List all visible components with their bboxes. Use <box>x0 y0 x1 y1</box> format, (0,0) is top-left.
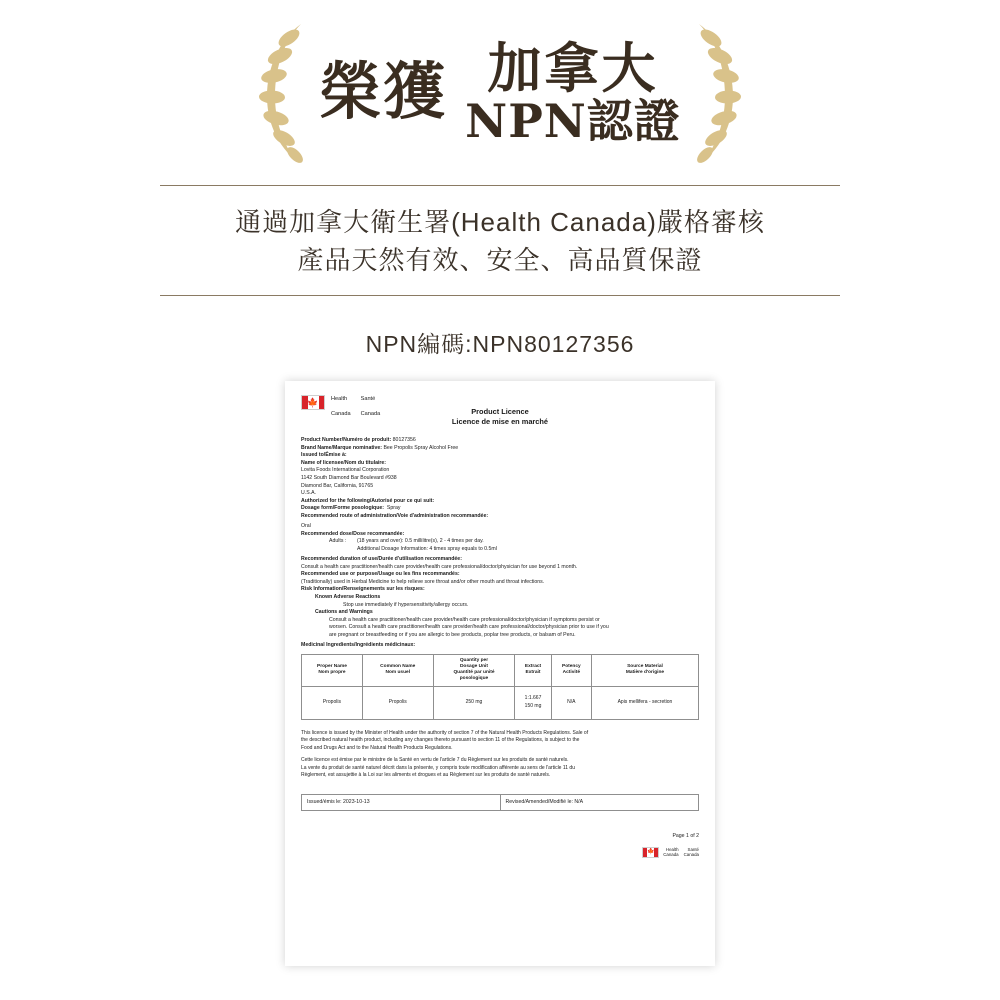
legal-en-line-3: Food and Drugs Act and to the Natural Health Products Regulations. <box>301 744 453 751</box>
th-source-fr: Matière d'origine <box>625 670 665 676</box>
duration-label: Recommended duration of use/Durée d'utilisation recommandée: <box>301 556 462 563</box>
th-source <box>591 654 698 686</box>
cell-extract-ratio: 1:1.667 <box>524 695 542 702</box>
brand-name-row <box>301 445 699 453</box>
award-banner <box>0 0 1000 185</box>
cautions-line-2: worsen. Consult a health care practitioner/health care provider/health care professional/doctor/physician prior to use if you <box>329 624 609 631</box>
agency-fr-line2: Canada <box>360 410 381 417</box>
cautions-line-3: are pregnant or breastfeeding or if you are allergic to bee products, poplar tree products, or balsam of Peru. <box>329 631 576 638</box>
cell-proper-name: Propolis <box>302 686 363 719</box>
agency-fr-line1: Santé <box>360 396 376 403</box>
banner-award-text: 榮獲 <box>319 55 448 129</box>
th-quantity-l4: posologique <box>459 676 489 682</box>
th-extract <box>515 654 551 686</box>
dose-label: Recommended dose/Dose recommandée: <box>301 530 405 537</box>
licence-title-fr: Licence de mise en marché <box>451 417 549 427</box>
licensee-line-2: 1142 South Diamond Bar Boulevard #938 <box>301 475 397 481</box>
cell-quantity: 250 mg <box>433 686 515 719</box>
legal-en <box>301 730 699 753</box>
footer-agency-fr-l2: Canada <box>683 852 699 858</box>
brand-name-value: Bee Propolis Spray Alcohol Free <box>383 444 459 451</box>
footer-agency-en-l2: Canada <box>663 852 679 858</box>
banner-text-group <box>309 35 691 148</box>
th-quantity-l1: Quantity per <box>459 657 489 663</box>
adverse-label: Known Adverse Reactions <box>315 593 381 600</box>
dosage-form-row <box>301 505 699 513</box>
legal-en-line-1: This licence is issued by the Minister of Health under the authority of section 7 of the Natural Health Products Regulations. Sale of <box>301 729 589 736</box>
use-value: (Traditionally) used in Herbal Medicine to help relieve sore throat and/or other mouth and throat infections. <box>301 578 545 585</box>
brand-name-label: Brand Name/Marque nominative: <box>301 444 382 451</box>
dosage-form-value: Spray <box>386 505 401 512</box>
issued-to-label: Issued to/Émise à: <box>301 452 347 459</box>
ingredients-label: Medicinal Ingredients/Ingrédients médicinaux: <box>301 642 416 649</box>
risk-label: Risk Information/Renseignements sur les risques: <box>301 586 425 593</box>
issued-revised-row <box>301 794 699 812</box>
legal-fr-line-3: Règlement, est assujettie à la Loi sur les aliments et drogues et au Règlement sur les produits de santé naturels. <box>301 772 551 779</box>
banner-npn-text: NPN認證 <box>465 93 681 148</box>
cautions-line-1: Consult a health care practitioner/health care provider/health care professional/doctor/physician if symptoms persist or <box>329 616 600 623</box>
dose-value-line-2: Additional Dosage Information: 4 times spray equals to 0.5ml <box>357 545 497 552</box>
subtitle-line-1: 通過加拿大衛生署(Health Canada)嚴格審核 <box>235 207 765 237</box>
th-common-name <box>362 654 433 686</box>
authorized-label: Authorized for the following/Autorisé pour ce qui suit: <box>301 497 435 504</box>
agency-en-line2: Canada <box>331 410 351 417</box>
footer-wordmark <box>301 847 699 858</box>
cell-potency: N/A <box>551 686 591 719</box>
issued-date: Issued/émis le: 2023-10-13 <box>307 798 370 805</box>
th-proper-name-fr: Nom propre <box>318 670 346 676</box>
th-common-name-fr: Nom usuel <box>385 670 411 676</box>
th-potency-fr: Activité <box>562 670 580 676</box>
licensee-line-1: Lovita Foods International Corporation <box>301 467 390 474</box>
adverse-value: Stop use immediately if hypersensitivity/allergy occurs. <box>343 601 469 608</box>
legal-fr <box>301 757 699 780</box>
th-proper-name <box>302 654 363 686</box>
footer-agency-label <box>663 847 699 858</box>
duration-value: Consult a health care practitioner/health care provider/health care professional/doctor/physician for use beyond 1 month. <box>301 563 578 570</box>
cell-common-name: Propolis <box>362 686 433 719</box>
th-quantity <box>433 654 515 686</box>
cautions-label: Cautions and Warnings <box>315 609 373 616</box>
laurel-left-icon <box>249 18 309 168</box>
npn-code-label: NPN編碼:NPN80127356 <box>365 331 635 358</box>
licence-title-en: Product Licence <box>471 407 529 417</box>
laurel-right-icon <box>691 18 751 168</box>
dose-value-line-1: (18 years and over): 0.5 millilitre(s), 2 - 4 times per day. <box>357 538 484 545</box>
th-common-name-en: Common Name <box>380 663 416 669</box>
product-number-value: 80127356 <box>392 437 416 444</box>
government-wordmark <box>331 395 380 418</box>
legal-text <box>301 730 699 780</box>
licence-document <box>285 381 715 966</box>
legal-fr-line-1: Cette licence est émise par le ministre de la Santé en vertu de l'article 7 du Règlement sur les produits de santé naturels. <box>301 757 569 764</box>
canada-flag-footer-icon: 🍁 <box>642 847 659 858</box>
th-potency <box>551 654 591 686</box>
dose-value-group <box>357 538 699 553</box>
dose-group-label: Adults : <box>329 538 347 545</box>
banner-country-text: 加拿大 <box>487 35 659 100</box>
th-source-en: Source Material <box>627 663 663 669</box>
table-header-row <box>302 654 699 686</box>
use-label: Recommended use or purpose/Usage ou les fins recommandés: <box>301 571 460 578</box>
cell-source: Apis mellifera - secretion <box>591 686 698 719</box>
table-row <box>302 686 699 719</box>
th-quantity-l2: Dosage Unit <box>459 663 488 669</box>
banner-title-group <box>465 35 681 148</box>
footer-agency-fr-l1: Santé <box>687 846 699 852</box>
th-potency-en: Potency <box>562 663 581 669</box>
th-quantity-l3: Quantité par unité <box>453 670 495 676</box>
route-value: Oral <box>301 523 311 530</box>
licence-document-wrapper <box>0 381 1000 966</box>
agency-en-line1: Health <box>331 396 348 403</box>
revised-date: Revised/Amended/Modifié le: N/A <box>500 795 699 811</box>
th-extract-en: Extract <box>524 663 542 669</box>
licensee-label: Name of licensee/Nom du titulaire: <box>301 459 387 466</box>
product-number-row <box>301 437 699 445</box>
route-label: Recommended route of administration/Voie d'administration recommandée: <box>301 512 489 519</box>
canada-flag-icon: 🍁 <box>301 395 325 410</box>
legal-en-line-2: the described natural health product, including any changes thereto pursuant to section 11 of the Regulations, is subject to the <box>301 737 580 744</box>
dosage-form-label: Dosage form/Forme posologique: <box>301 505 385 512</box>
cell-extract <box>515 686 551 719</box>
th-extract-fr: Extrait <box>525 670 541 676</box>
th-proper-name-en: Proper Name <box>317 663 347 669</box>
dose-detail-row <box>301 538 699 553</box>
page-number: Page 1 of 2 <box>672 833 699 840</box>
licensee-line-3: Diamond Bar, California, 91765 <box>301 482 374 489</box>
subtitle-block <box>150 186 850 295</box>
subtitle-line-2: 產品天然有效、安全、高品質保證 <box>297 244 703 275</box>
licence-footer <box>301 833 699 858</box>
cell-extract-amount: 150 mg <box>524 702 542 709</box>
footer-agency-en-l1: Health <box>665 846 679 852</box>
licensee-line-4: U.S.A. <box>301 490 316 497</box>
product-number-label: Product Number/Numéro de produit: <box>301 437 392 444</box>
medicinal-ingredients-table <box>301 654 699 720</box>
legal-fr-line-2: La vente du produit de santé naturel décrit dans la présente, y compris toute modification afférente au sens de l'article 11 du <box>301 764 575 771</box>
